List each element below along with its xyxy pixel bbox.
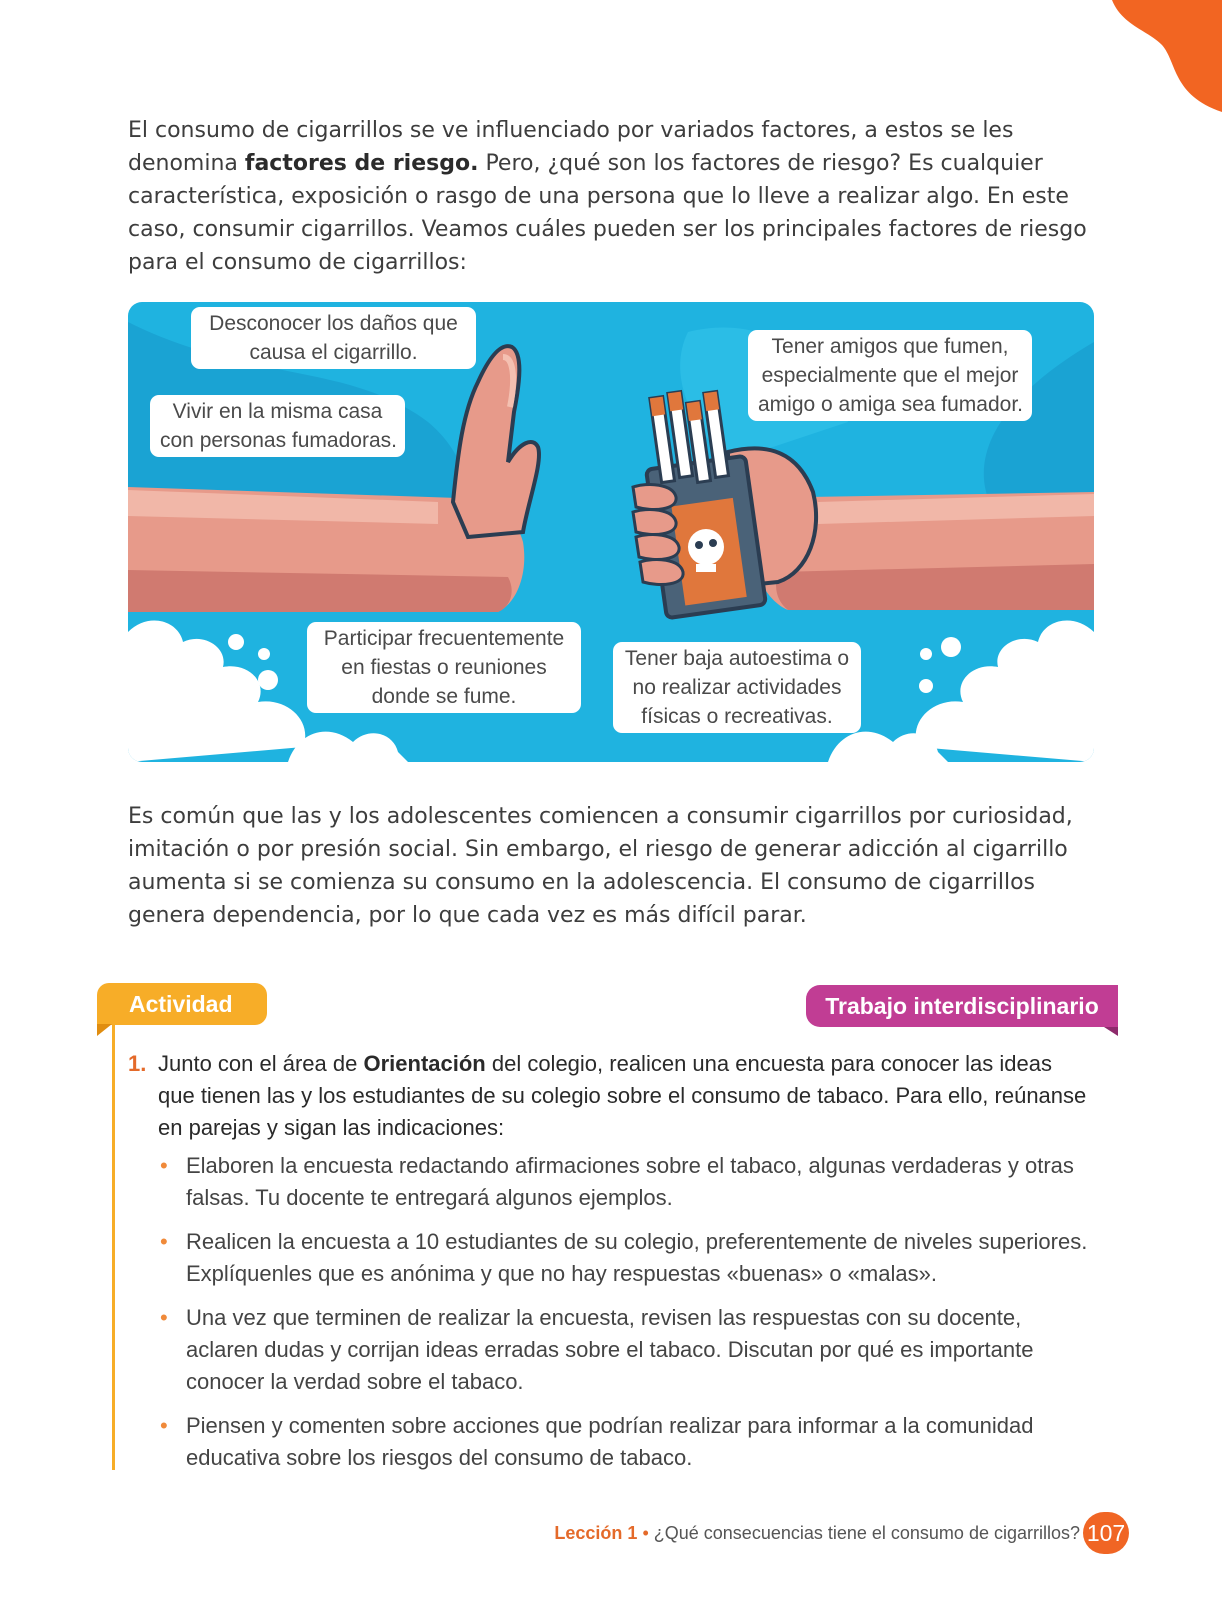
bubble-autoestima (613, 642, 861, 733)
activity-tab-fold (97, 1024, 112, 1036)
bubble-line: Tener amigos que fumen, (771, 335, 1009, 358)
list-item (156, 1226, 1096, 1290)
bubble-line: causa el cigarrillo. (249, 341, 418, 364)
bubble-line: donde se fume. (371, 685, 517, 708)
intro-text-start: El consumo de cigarrillos se ve influenciado por variados factores, a estos se les denomina (128, 118, 1014, 176)
interdisciplinary-badge: Trabajo interdisciplinario (806, 985, 1118, 1027)
footer-separator: • (642, 1523, 649, 1543)
bubble-line: Desconocer los daños que (209, 312, 458, 335)
page-number: 107 (1083, 1512, 1129, 1554)
intro-text-end: Pero, ¿qué son los factores de riesgo? Es cualquier característica, exposición o rasgo de una persona que lo lleve a realizar algo. En este caso, consumir cigarrillos. Veamos cuáles pueden ser los principales factores de riesgo para el consumo de cigarrillos: (128, 151, 1087, 275)
bubble-vivir (150, 395, 405, 457)
bubble-line: físicas o recreativas. (641, 705, 833, 728)
bubble-line: Vivir en la misma casa (172, 400, 383, 423)
bullet-icon: • (160, 1305, 168, 1330)
list-item-text: Realicen la encuesta a 10 estudiantes de su colegio, preferentemente de niveles superiores. Explíquenles que es anónima y que no hay respuestas «buenas» o «malas». (186, 1229, 1088, 1286)
question-text-start: Junto con el área de (158, 1051, 364, 1076)
bubble-line: amigo o amiga sea fumador. (758, 393, 1023, 416)
list-item (156, 1410, 1096, 1474)
bubble-amigos (748, 330, 1032, 421)
instruction-list (156, 1150, 1096, 1486)
bubble-fiestas (307, 622, 581, 713)
list-item-text: Una vez que terminen de realizar la encuesta, revisen las respuestas con su docente, aclaren dudas y corrijan ideas erradas sobre el tabaco. Discutan por qué es importante conocer la verdad sobre el tabaco. (186, 1305, 1034, 1394)
bullet-icon: • (160, 1413, 168, 1438)
bubble-line: Participar frecuentemente (323, 627, 565, 650)
list-item (156, 1150, 1096, 1214)
bubble-line: no realizar actividades (632, 676, 842, 699)
bubble-line: con personas fumadoras. (160, 429, 397, 452)
intro-paragraph (128, 114, 1088, 279)
activity-question (128, 1048, 1088, 1144)
risk-factors-illustration (128, 302, 1094, 762)
question-bold: Orientación (363, 1051, 486, 1076)
activity-label: Actividad (97, 983, 267, 1025)
bullet-icon: • (160, 1153, 168, 1178)
intro-bold-term: factores de riesgo. (244, 151, 479, 176)
activity-side-rule (112, 1024, 115, 1470)
list-item-text: Elaboren la encuesta redactando afirmaciones sobre el tabaco, algunas verdaderas y otras falsas. Tu docente te entregará algunos ejemplos. (186, 1153, 1074, 1210)
question-text (158, 1048, 1088, 1144)
badge-fold (1104, 1027, 1118, 1036)
footer-title: ¿Qué consecuencias tiene el consumo de cigarrillos? (653, 1523, 1080, 1543)
list-item-text: Piensen y comenten sobre acciones que podrían realizar para informar a la comunidad educativa sobre los riesgos del consumo de tabaco. (186, 1413, 1034, 1470)
footer-lesson: Lección 1 (554, 1523, 638, 1543)
question-text-end: del colegio, realicen una encuesta para conocer las ideas que tienen las y los estudiantes de su colegio sobre el consumo de tabaco. Para ello, reúnanse en parejas y sigan las indicaciones: (158, 1051, 1087, 1140)
corner-decoration (1092, 0, 1222, 115)
bubble-line: especialmente que el mejor (761, 364, 1019, 387)
bubble-line: Tener baja autoestima o (624, 647, 850, 670)
bubble-desconocer (191, 307, 476, 369)
bubble-line: en fiestas o reuniones (341, 656, 547, 679)
question-number: 1. (128, 1051, 147, 1076)
body-paragraph: Es común que las y los adolescentes comiencen a consumir cigarrillos por curiosidad, imitación o por presión social. Sin embargo, el riesgo de generar adicción al cigarrillo aumenta si se comienza su consumo en la adolescencia. El consumo de cigarrillos genera dependencia, por lo que cada vez es más difícil parar. (128, 804, 1073, 928)
page-footer (540, 1523, 1080, 1544)
list-item (156, 1302, 1096, 1398)
bullet-icon: • (160, 1229, 168, 1254)
